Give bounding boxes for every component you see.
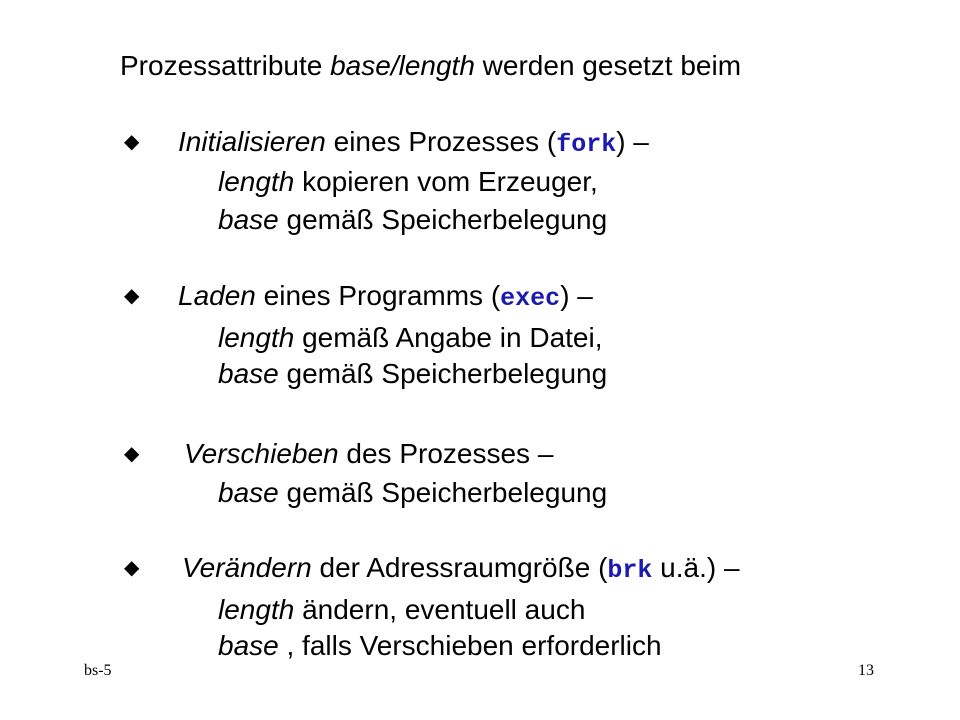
bullet-subline: base gemäß Speicherbelegung xyxy=(218,204,608,235)
title-emphasis: base/length xyxy=(330,50,475,81)
bullet-heading: Verschieben des Prozesses – xyxy=(184,438,554,469)
bullet-heading: Laden eines Programms (exec) – xyxy=(178,280,593,313)
diamond-bullet-icon: ◆ xyxy=(124,131,140,153)
code-keyword: brk xyxy=(607,556,653,585)
bullet-subline: length gemäß Angabe in Datei, xyxy=(218,322,603,353)
diamond-bullet-icon: ◆ xyxy=(124,443,140,465)
title-text: Prozessattribute xyxy=(120,50,331,81)
diamond-bullet-icon: ◆ xyxy=(124,557,140,579)
bullet-subline: base gemäß Speicherbelegung xyxy=(218,358,608,389)
bullet-heading: Initialisieren eines Prozesses (fork) – xyxy=(178,126,649,159)
footer-label: bs-5 xyxy=(84,662,112,679)
title-text-end: werden gesetzt beim xyxy=(474,50,742,81)
page-number: 13 xyxy=(858,662,874,679)
bullet-subline: length kopieren vom Erzeuger, xyxy=(218,166,598,197)
bullet-subline: length ändern, eventuell auch xyxy=(218,594,586,625)
code-keyword: fork xyxy=(556,130,617,159)
code-keyword: exec xyxy=(500,284,561,313)
bullet-subline: base , falls Verschieben erforderlich xyxy=(218,630,662,661)
diamond-bullet-icon: ◆ xyxy=(124,285,140,307)
bullet-subline: base gemäß Speicherbelegung xyxy=(218,477,608,508)
slide-title xyxy=(120,46,741,86)
bullet-heading: Verändern der Adressraumgröße (brk u.ä.) – xyxy=(182,552,740,585)
